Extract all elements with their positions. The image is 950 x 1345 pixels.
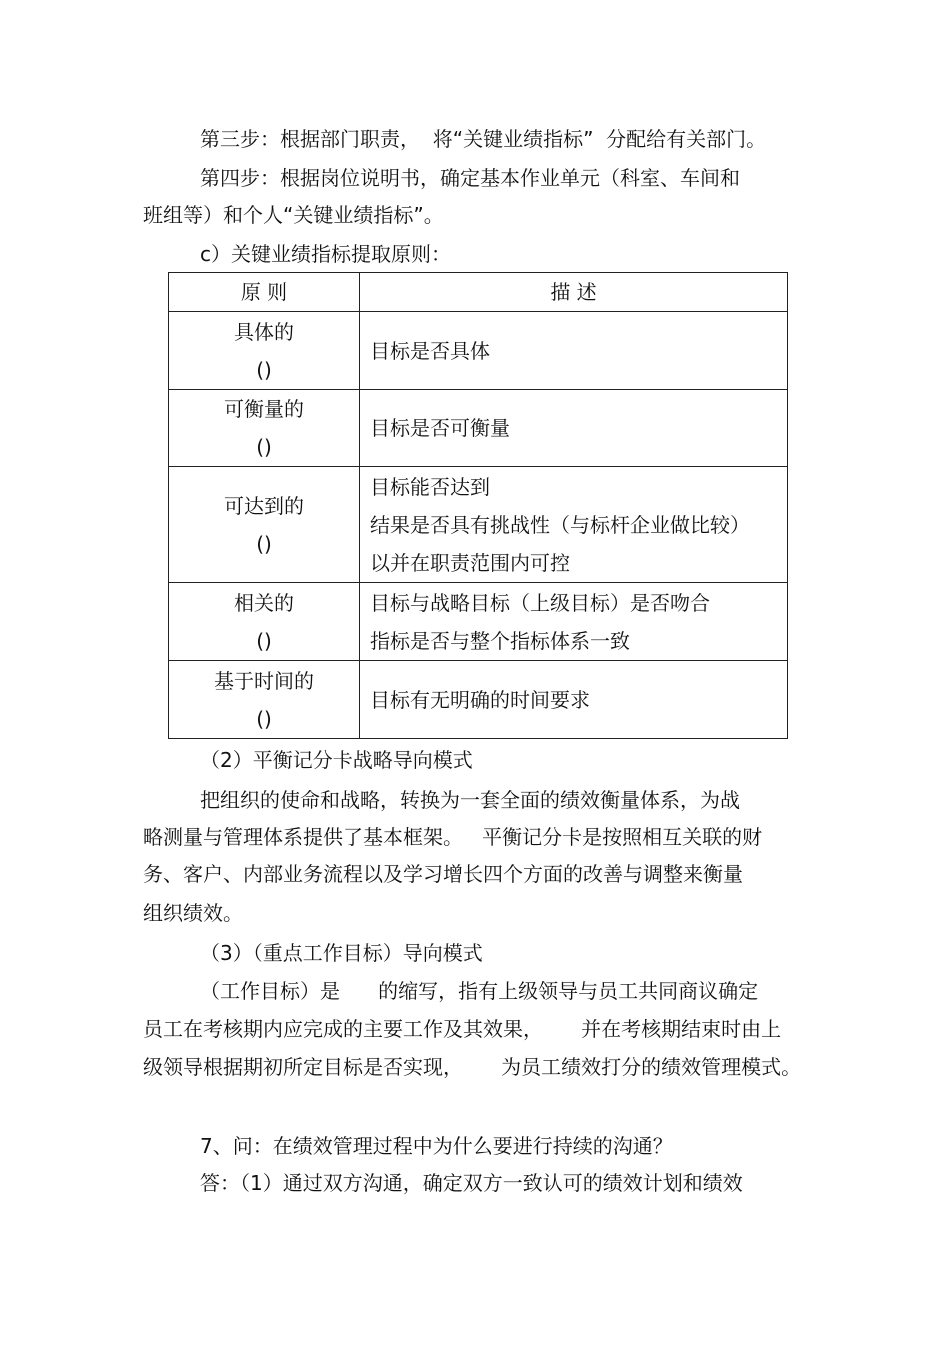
section-2-title: （2）平衡记分卡战略导向模式 (200, 748, 473, 772)
description-cell: 目标是否可衡量 (360, 390, 788, 467)
table-title: c）关键业绩指标提取原则： (200, 242, 451, 266)
table-header-row (169, 273, 788, 312)
table-row (169, 467, 788, 583)
step-four-paragraph-line2: 班组等）和个人“关键业绩指标”。 (143, 203, 444, 227)
description-cell: 目标有无明确的时间要求 (360, 661, 788, 739)
answer-7: 答：（1）通过双方沟通，确定双方一致认可的绩效计划和绩效 (200, 1171, 743, 1195)
principle-cell: 基于时间的 () (169, 661, 360, 739)
step-three-paragraph: 第三步：根据部门职责， 将“关键业绩指标” 分配给有关部门。 (200, 127, 767, 151)
table-row (169, 312, 788, 390)
table-row (169, 390, 788, 467)
question-7: 7、问：在绩效管理过程中为什么要进行持续的沟通？ (200, 1134, 673, 1158)
header-principle: 原 则 (169, 273, 360, 312)
table-row (169, 661, 788, 739)
table-row (169, 583, 788, 661)
section-2-line1: 把组织的使命和战略，转换为一套全面的绩效衡量体系，为战 (200, 788, 740, 812)
section-2-line3: 务、客户、内部业务流程以及学习增长四个方面的改善与调整来衡量 (143, 862, 743, 886)
description-cell: 目标是否具体 (360, 312, 788, 390)
section-3-line3: 级领导根据期初所定目标是否实现， 为员工绩效打分的绩效管理模式。 (143, 1055, 802, 1079)
section-2-line4: 组织绩效。 (143, 901, 243, 925)
principle-cell: 可达到的 () (169, 467, 360, 583)
principle-cell: 可衡量的 () (169, 390, 360, 467)
kpi-principles-table (168, 272, 788, 739)
section-2-line2: 略测量与管理体系提供了基本框架。 平衡记分卡是按照相互关联的财 (143, 825, 763, 849)
section-3-line1: （工作目标）是 的缩写，指有上级领导与员工共同商议确定 (200, 979, 759, 1003)
section-3-title: （3）（重点工作目标）导向模式 (200, 941, 483, 965)
description-cell: 目标能否达到 结果是否具有挑战性（与标杆企业做比较） 以并在职责范围内可控 (360, 467, 788, 583)
section-3-line2: 员工在考核期内应完成的主要工作及其效果， 并在考核期结束时由上 (143, 1017, 782, 1041)
step-four-paragraph-line1: 第四步：根据岗位说明书，确定基本作业单元（科室、车间和 (200, 166, 740, 190)
description-cell: 目标与战略目标（上级目标）是否吻合 指标是否与整个指标体系一致 (360, 583, 788, 661)
header-description: 描 述 (360, 273, 788, 312)
principle-cell: 具体的 () (169, 312, 360, 390)
principle-cell: 相关的 () (169, 583, 360, 661)
